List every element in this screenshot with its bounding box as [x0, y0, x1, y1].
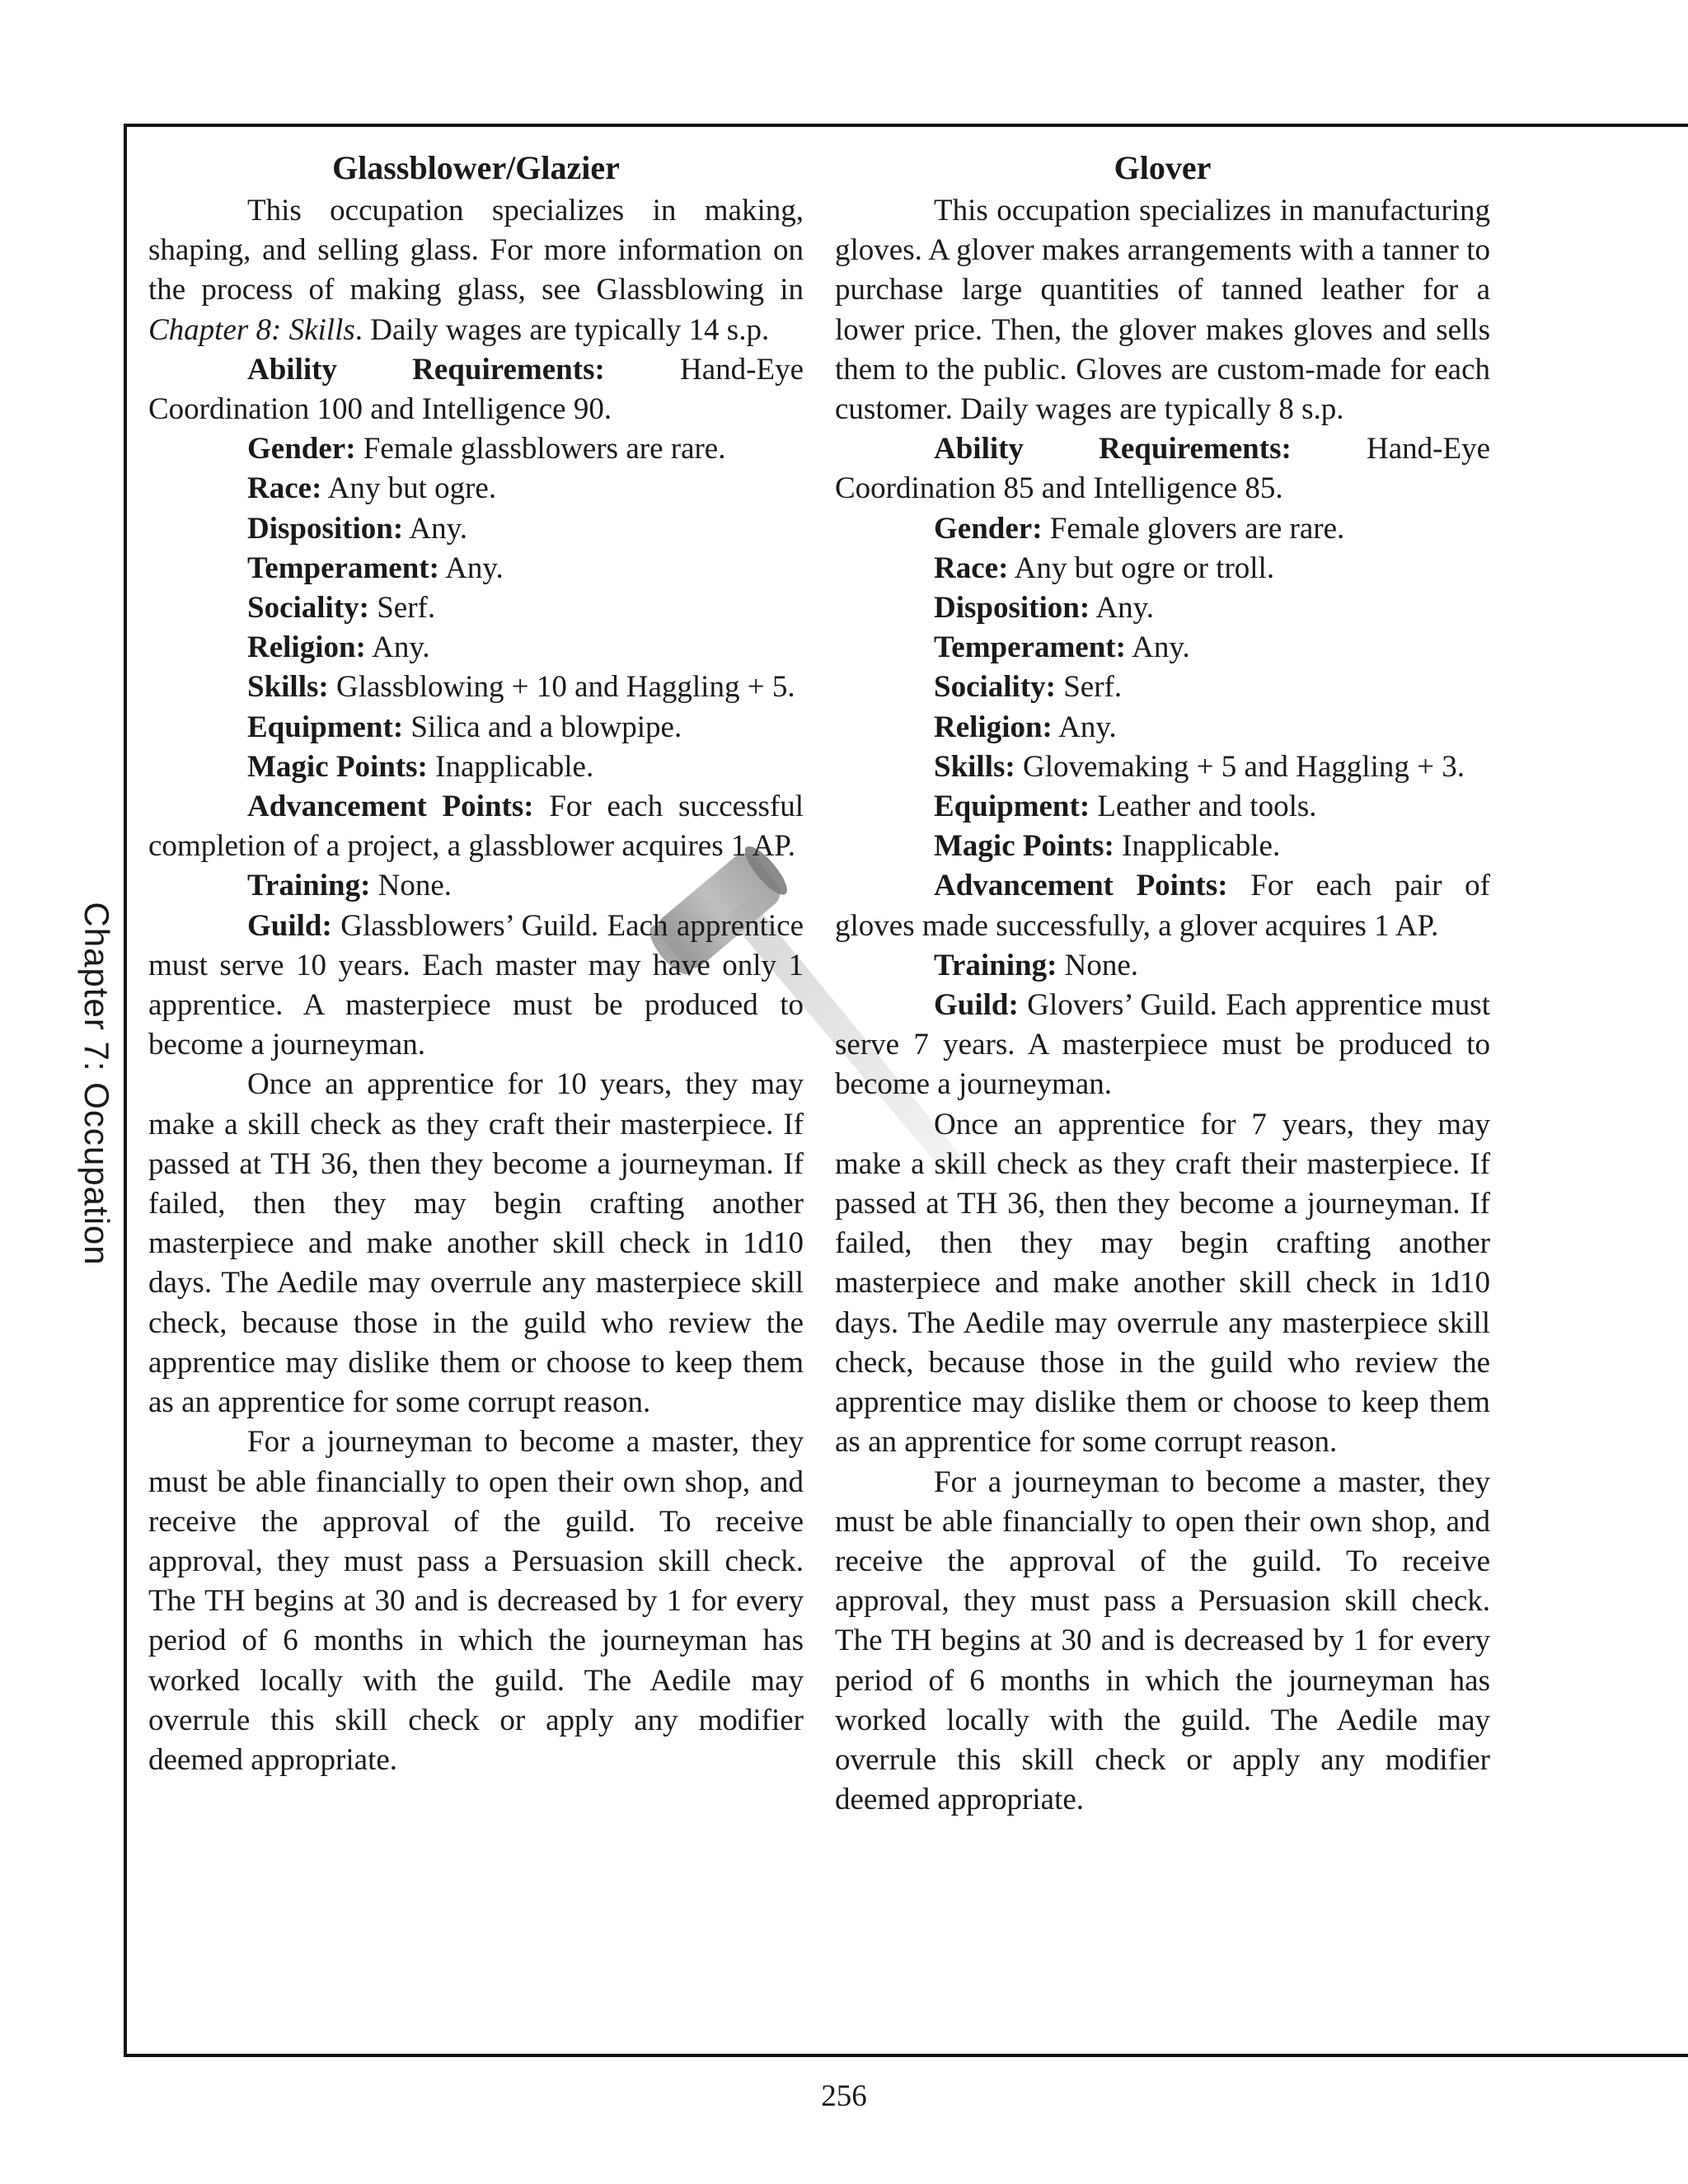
column-glover: [835, 147, 1490, 1820]
attribute-item: [835, 429, 1490, 509]
attribute-value: Any.: [445, 551, 504, 585]
intro-paragraph: This occupation specializes in manufacturing gloves. A glover makes arrangements with a tanner to purchase large quantities of tanned leather for a lower price. Then, the glover makes gloves and sells them to the public. Gloves are custom-made for each customer. Daily wages are typically 8 s.p.: [835, 194, 1490, 427]
attribute-value: Any but ogre or troll.: [1014, 551, 1275, 585]
attribute-label: Religion:: [934, 710, 1053, 744]
attribute-item: [148, 469, 804, 509]
attribute-label: Training:: [934, 948, 1057, 982]
attribute-item: [148, 549, 804, 588]
attribute-value: None.: [377, 869, 452, 903]
attribute-item: [148, 628, 804, 668]
attribute-value: Serf.: [377, 591, 436, 626]
master-paragraph: For a journeyman to become a master, they must be able financially to open their own shop, and receive the approval of the guild. To receive approval, they must pass a Persuasion skill check. The TH begins at 30 and is decreased by 1 for every period of 6 months in which the journeyman has worked locally with the guild. The Aedile may overrule this skill check or apply any modifier deemed appropriate.: [148, 1425, 804, 1777]
attribute-value: None.: [1064, 948, 1139, 982]
attribute-item: [148, 787, 804, 866]
attribute-item: [148, 350, 804, 429]
attribute-value: Glovers’ Guild. Each apprentice must serve 7 years. A masterpiece must be produced to become a journeyman.: [835, 988, 1490, 1102]
attribute-label: Skills:: [934, 749, 1015, 784]
attribute-label: Training:: [247, 869, 371, 903]
attribute-label: Disposition:: [247, 511, 404, 546]
attribute-list: [835, 429, 1490, 1104]
attribute-item: [835, 549, 1490, 588]
attribute-label: Equipment:: [934, 790, 1090, 824]
page-frame-top: [124, 124, 1688, 127]
attribute-label: Temperament:: [247, 551, 439, 585]
attribute-label: Religion:: [247, 630, 366, 665]
attribute-item: [148, 429, 804, 469]
attribute-item: [148, 668, 804, 707]
attribute-item: [835, 509, 1490, 549]
intro-text: This occupation specializes in making, shaping, and selling glass. For more information on the process of making glass, see Glassblowing in: [148, 194, 804, 307]
attribute-label: Sociality:: [247, 591, 369, 626]
attribute-value: For each pair of gloves made successfully, a glover acquires 1 AP.: [835, 869, 1491, 943]
masterpiece-paragraph: Once an apprentice for 7 years, they may make a skill check as they craft their masterpiece. If passed at TH 36, then they become a journeyman. If failed, then they may begin crafting another masterpiece and make another skill check in 1d10 days. The Aedile may overrule any masterpiece skill check, because those in the guild who review the apprentice may dislike them or choose to keep them as an apprentice for some corrupt reason.: [835, 1107, 1490, 1460]
page-number: 256: [821, 2079, 867, 2113]
attribute-label: Advancement Points:: [247, 790, 534, 824]
attribute-value: Any.: [1095, 591, 1154, 626]
attribute-label: Advancement Points:: [934, 869, 1228, 903]
attribute-label: Gender:: [934, 511, 1043, 546]
attribute-item: [835, 787, 1490, 827]
attribute-label: Temperament:: [934, 630, 1126, 665]
intro-text-end: . Daily wages are typically 14 s.p.: [354, 312, 770, 347]
attribute-item: [835, 748, 1490, 787]
attribute-value: Hand-Eye Coordination 85 and Intelligence 85.: [835, 432, 1491, 506]
attribute-label: Guild:: [247, 908, 332, 943]
attribute-item: [835, 986, 1490, 1105]
attribute-label: Disposition:: [934, 591, 1090, 626]
attribute-item: [835, 946, 1490, 986]
attribute-value: Glassblowing + 10 and Haggling + 5.: [335, 670, 795, 705]
attribute-item: [148, 907, 804, 1066]
attribute-label: Skills:: [247, 670, 329, 705]
attribute-value: Any but ogre.: [327, 471, 497, 506]
attribute-item: [835, 628, 1490, 668]
attribute-value: Glassblowers’ Guild. Each apprentice must serve 10 years. Each master may have only 1 apprentice. A masterpiece must be produced to become a journeyman.: [148, 908, 804, 1062]
page-frame-bottom: [124, 2054, 1688, 2057]
attribute-label: Equipment:: [247, 710, 404, 744]
masterpiece-paragraph: Once an apprentice for 10 years, they may make a skill check as they craft their masterpiece. If passed at TH 36, then they become a journeyman. If failed, then they may begin crafting another masterpiece and make another skill check in 1d10 days. The Aedile may overrule any masterpiece skill check, because those in the guild who review the apprentice may dislike them or choose to keep them as an apprentice for some corrupt reason.: [148, 1067, 804, 1420]
chapter-reference: Chapter 8: Skills: [148, 312, 355, 347]
attribute-item: [148, 748, 804, 787]
attribute-label: Gender:: [247, 432, 356, 466]
attribute-value: Female glovers are rare.: [1049, 511, 1345, 546]
attribute-value: Hand-Eye Coordination 100 and Intelligence 90.: [148, 352, 804, 427]
attribute-item: [148, 708, 804, 748]
intro-paragraph: [148, 191, 804, 350]
attribute-item: [835, 668, 1490, 707]
attribute-value: Silica and a blowpipe.: [410, 710, 682, 744]
attribute-value: Any.: [1132, 630, 1190, 665]
attribute-item: [148, 866, 804, 906]
attribute-value: For each successful completion of a project, a glassblower acquires 1 AP.: [148, 790, 804, 864]
attribute-label: Ability Requirements:: [247, 352, 605, 387]
attribute-label: Ability Requirements:: [934, 432, 1292, 466]
attribute-item: [835, 708, 1490, 748]
attribute-item: [835, 827, 1490, 866]
page-frame-left: [124, 124, 127, 2057]
attribute-value: Any.: [409, 511, 467, 546]
attribute-value: Serf.: [1063, 670, 1123, 705]
attribute-label: Race:: [934, 551, 1009, 585]
attribute-label: Guild:: [934, 988, 1019, 1023]
attribute-list: [148, 350, 804, 1066]
attribute-label: Race:: [247, 471, 322, 506]
attribute-item: [148, 588, 804, 628]
attribute-item: [835, 588, 1490, 628]
attribute-value: Any.: [372, 630, 430, 665]
master-paragraph: For a journeyman to become a master, they must be able financially to open their own shop, and receive the approval of the guild. To receive approval, they must pass a Persuasion skill check. The TH begins at 30 and is decreased by 1 for every period of 6 months in which the journeyman has worked locally with the guild. The Aedile may overrule this skill check or apply any modifier deemed appropriate.: [835, 1465, 1490, 1817]
section-title-glassblower: Glassblower/Glazier: [332, 149, 620, 186]
attribute-value: Leather and tools.: [1097, 790, 1317, 824]
chapter-side-label: Chapter 7: Occupation: [77, 902, 116, 1266]
attribute-value: Any.: [1058, 710, 1117, 744]
attribute-value: Female glassblowers are rare.: [363, 432, 726, 466]
section-title-glover: Glover: [1114, 149, 1212, 186]
attribute-value: Inapplicable.: [1122, 829, 1281, 864]
attribute-label: Magic Points:: [934, 829, 1114, 864]
attribute-item: [148, 509, 804, 549]
attribute-label: Magic Points:: [247, 749, 428, 784]
attribute-label: Sociality:: [934, 670, 1056, 705]
attribute-value: Glovemaking + 5 and Haggling + 3.: [1022, 749, 1465, 784]
attribute-value: Inapplicable.: [435, 749, 594, 784]
attribute-item: [835, 866, 1490, 945]
column-glassblower: [148, 147, 804, 1780]
